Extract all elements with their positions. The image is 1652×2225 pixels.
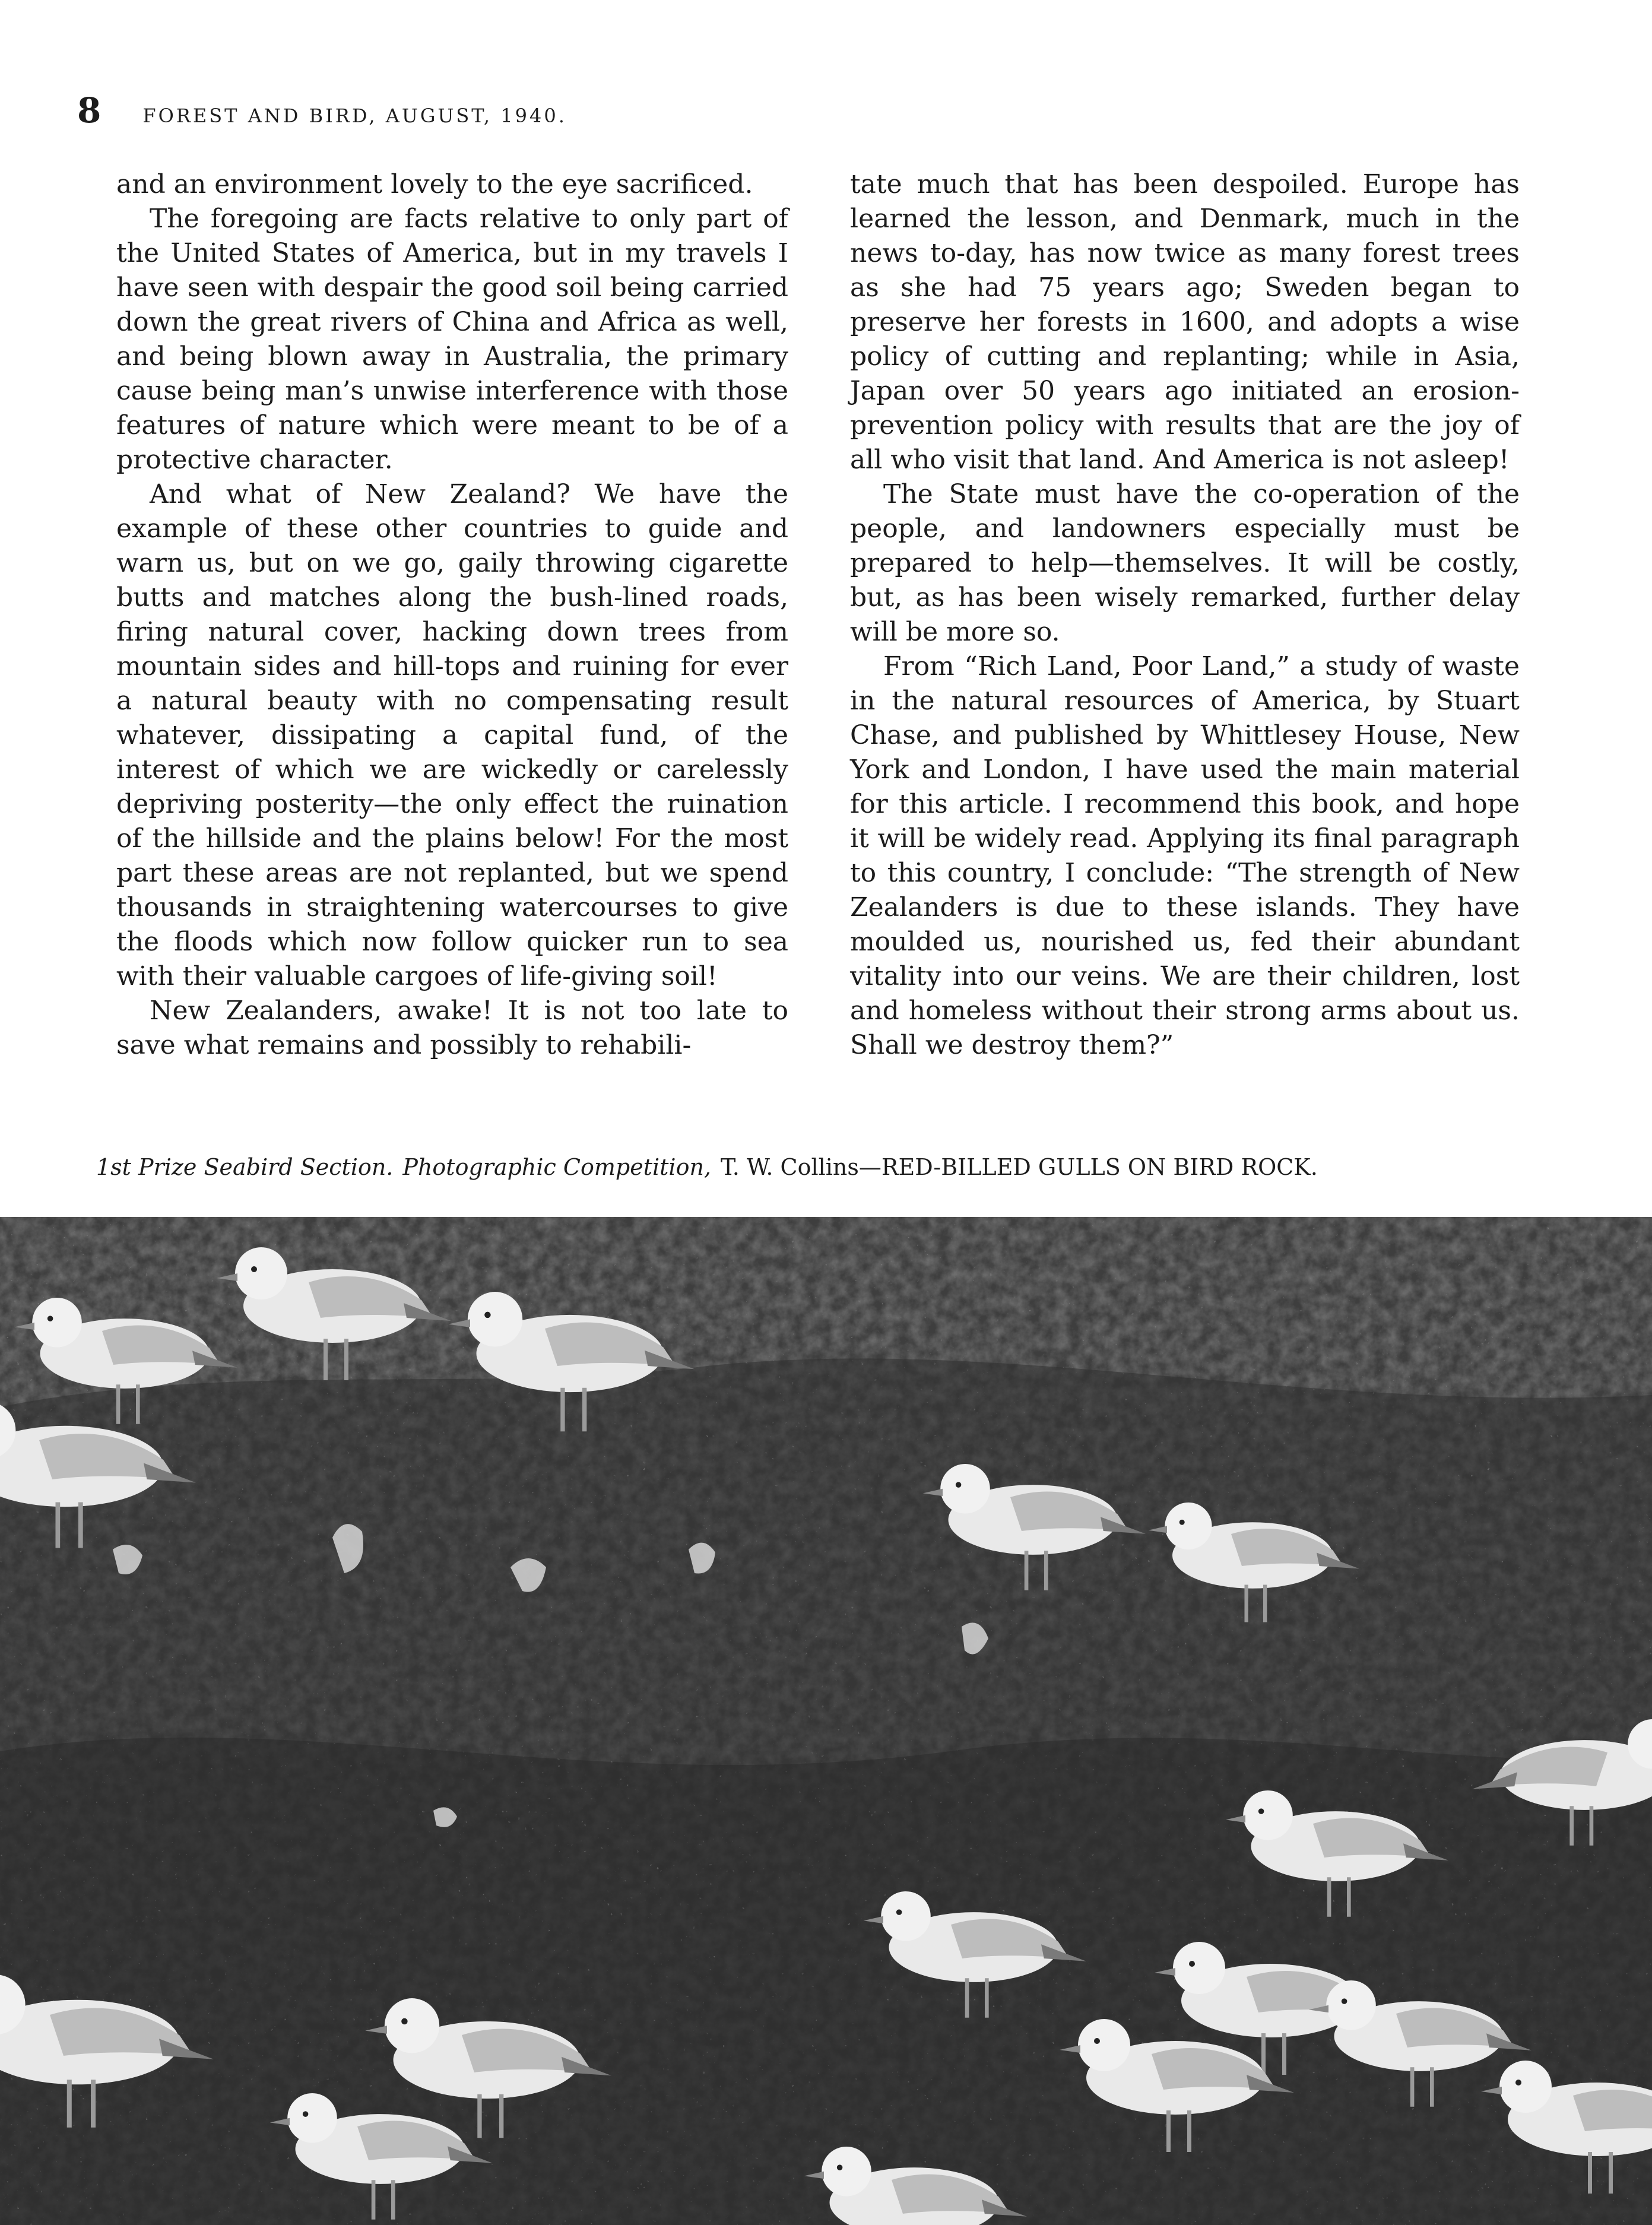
caption-credit: T. W. Collins—RED-BILLED GULLS ON BIRD ROCK. (721, 1154, 1318, 1180)
paragraph: The State must have the co-operation of the people, and landowners especially must be prepared to help—themselves. It will be costly, but, as has been wisely remarked, further delay will be more so. (850, 479, 1520, 647)
gulls-photograph (0, 1217, 1652, 2225)
article-right-column (850, 167, 1520, 1063)
paragraph: New Zealanders, awake! It is not too late to save what remains and possibly to rehabili- (116, 996, 788, 1060)
caption-award: 1st Prize Seabird Section. (96, 1154, 394, 1180)
photo-caption (96, 1154, 1520, 1180)
page-header (77, 90, 567, 132)
paragraph: From “Rich Land, Poor Land,” a study of waste in the natural resources of America, by Stuart Chase, and published by Whittlesey House, New York and London, I have used the main material for this article. I recommend this book, and hope it will be widely read. Applying its final paragraph to this country, I conclude: “The strength of New Zealanders is due to these islands. They have moulded us, nourished us, fed their abundant vitality into our veins. We are their children, lost and homeless without their strong arms about us. Shall we destroy them?” (850, 651, 1520, 1060)
article-left-column (116, 167, 788, 1063)
running-head: FOREST AND BIRD, AUGUST, 1940. (142, 104, 567, 127)
paragraph: tate much that has been despoiled. Europe has learned the lesson, and Denmark, much in the news to-day, has now twice as many forest trees as she had 75 years ago; Sweden began to preserve her forests in 1600, and adopts a wise policy of cutting and replanting; while in Asia, Japan over 50 years ago initiated an erosion-prevention policy with results that are the joy of all who visit that land. And America is not asleep! (850, 169, 1520, 475)
paragraph: The foregoing are facts relative to only part of the United States of America, but in my travels I have seen with despair the good soil being carried down the great rivers of China and Africa as well, and being blown away in Australia, the primary cause being man’s unwise interference with those features of nature which were meant to be of a protective character. (116, 204, 788, 475)
paragraph: and an environment lovely to the eye sacrificed. (116, 169, 753, 199)
paragraph: And what of New Zealand? We have the example of these other countries to guide and warn us, but on we go, gaily throwing cigarette butts and matches along the bush-lined roads, firing natural cover, hacking down trees from mountain sides and hill-tops and ruining for ever a natural beauty with no compensating result whatever, dissipating a capital fund, of the interest of which we are wickedly or carelessly depriving posterity—the only effect the ruination of the hillside and the plains below! For the most part these areas are not replanted, but we spend thousands in straightening watercourses to give the floods which now follow quicker run to sea with their valuable cargoes of life-giving soil! (116, 479, 788, 991)
page-number: 8 (77, 90, 102, 131)
caption-competition: Photographic Competition, (402, 1154, 711, 1180)
gulls-photo-illustration (0, 1217, 1652, 2225)
